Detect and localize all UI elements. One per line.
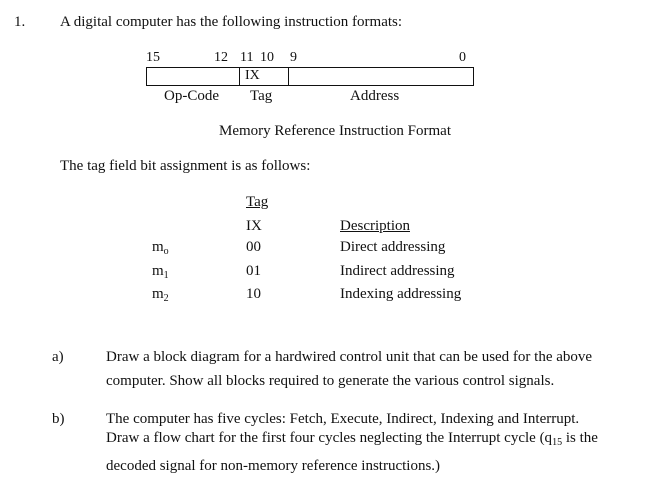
description-value: Direct addressing [340,239,446,255]
m-subscript: 1 [163,270,169,281]
ix-value: 10 [246,286,261,302]
bit-label-12: 12 [214,50,228,65]
q-subscript: 15 [552,437,563,448]
description-value: Indirect addressing [340,263,455,279]
ix-value: 00 [246,239,261,255]
part-a-line2: computer. Show all blocks required to generate the various control signals. [106,373,555,389]
opcode-field-name: Op-Code [164,88,219,104]
format-caption: Memory Reference Instruction Format [219,123,452,139]
bit-label-9: 9 [290,50,297,65]
field-divider [288,67,289,86]
part-b-line1: The computer has five cycles: Fetch, Execute, Indirect, Indexing and Interrupt. [106,411,580,427]
table-row-m0 [152,240,169,255]
ix-column-header: IX [246,218,262,234]
part-b-line2-tail: is the [562,430,598,446]
instruction-format-box [146,67,474,86]
m-subscript: o [163,246,169,257]
m-subscript: 2 [163,293,169,304]
table-row-m2 [152,287,169,302]
m-symbol: m [152,239,164,255]
tag-field-name: Tag [250,88,273,104]
tag-intro: The tag field bit assignment is as follows: [60,158,311,174]
part-a-label: a) [52,349,64,365]
part-b-line3: decoded signal for non-memory reference instructions.) [106,458,441,474]
ix-field-label: IX [245,68,260,83]
address-field-name: Address [350,88,400,104]
part-b-line2 [106,431,598,446]
question-number: 1. [14,14,26,30]
tag-column-header: Tag [246,194,269,210]
bit-label-0: 0 [459,50,466,65]
m-symbol: m [152,263,164,279]
question-intro: A digital computer has the following instruction formats: [60,14,403,30]
description-column-header: Description [340,218,410,234]
table-row-m1 [152,264,169,279]
part-b-label: b) [52,411,65,427]
part-b-line2-text: Draw a flow chart for the first four cycles neglecting the Interrupt cycle (q [106,430,553,446]
ix-value: 01 [246,263,261,279]
bit-label-10: 10 [260,50,274,65]
description-value: Indexing addressing [340,286,462,302]
bit-label-15: 15 [146,50,160,65]
part-a-line1: Draw a block diagram for a hardwired control unit that can be used for the above [106,349,593,365]
m-symbol: m [152,286,164,302]
field-divider [239,67,240,86]
bit-label-11: 11 [240,50,254,65]
